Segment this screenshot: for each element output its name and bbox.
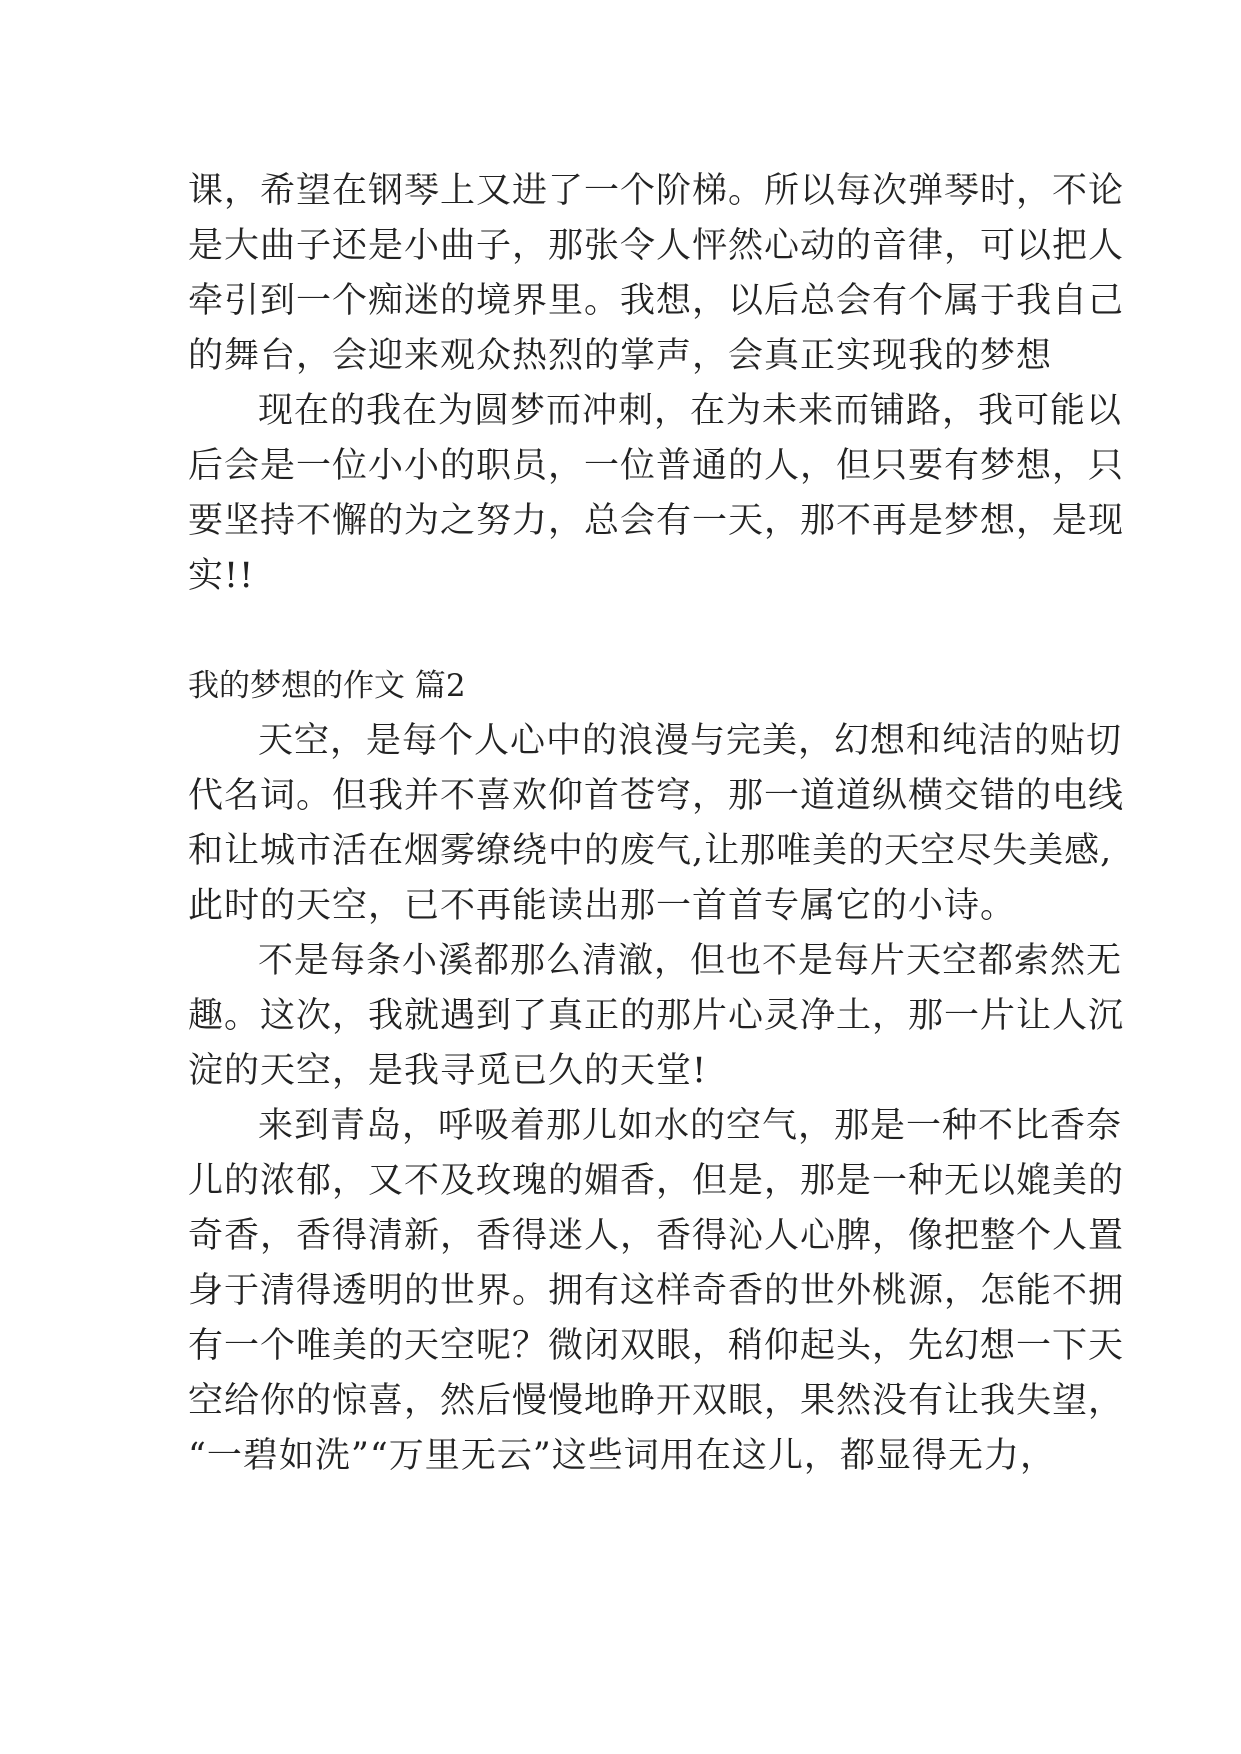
- paragraph-line: 趣。这次，我就遇到了真正的那片心灵净土，那一片让人沉: [188, 996, 1125, 1036]
- section-heading: 我的梦想的作文 篇2: [188, 668, 466, 704]
- paragraph-line: 不是每条小溪都那么清澈，但也不是每片天空都索然无: [258, 941, 1123, 981]
- paragraph-line: 是大曲子还是小曲子，那张令人怦然心动的音律，可以把人: [188, 226, 1125, 266]
- paragraph-line: 牵引到一个痴迷的境界里。我想，以后总会有个属于我自己: [188, 281, 1125, 321]
- paragraph-line: 奇香，香得清新，香得迷人，香得沁人心脾，像把整个人置: [188, 1216, 1125, 1256]
- paragraph-line: 有一个唯美的天空呢？微闭双眼，稍仰起头，先幻想一下天: [188, 1326, 1125, 1366]
- paragraph-line: 要坚持不懈的为之努力，总会有一天，那不再是梦想，是现: [188, 501, 1125, 541]
- paragraph-line: 儿的浓郁，又不及玫瑰的媚香，但是，那是一种无以媲美的: [188, 1161, 1125, 1201]
- paragraph-line: 此时的天空，已不再能读出那一首首专属它的小诗。: [188, 886, 1017, 926]
- paragraph-line: 的舞台，会迎来观众热烈的掌声，会真正实现我的梦想: [188, 336, 1053, 376]
- paragraph-line: 空给你的惊喜，然后慢慢地睁开双眼，果然没有让我失望，: [188, 1381, 1125, 1421]
- paragraph-line: 天空，是每个人心中的浪漫与完美，幻想和纯洁的贴切: [258, 721, 1123, 761]
- paragraph-line: 淀的天空，是我寻觅已久的天堂!: [188, 1051, 708, 1091]
- paragraph-line: “一碧如洗”“万里无云”这些词用在这儿，都显得无力，: [188, 1436, 1056, 1476]
- paragraph-line: 后会是一位小小的职员，一位普通的人，但只要有梦想，只: [188, 446, 1125, 486]
- paragraph-line: 来到青岛，呼吸着那儿如水的空气，那是一种不比香奈: [258, 1106, 1123, 1146]
- paragraph-line: 身于清得透明的世界。拥有这样奇香的世外桃源，怎能不拥: [188, 1271, 1125, 1311]
- paragraph-line: 现在的我在为圆梦而冲刺，在为未来而铺路，我可能以: [258, 391, 1123, 431]
- paragraph-line: 实!!: [188, 556, 255, 596]
- paragraph-line: 课，希望在钢琴上又进了一个阶梯。所以每次弹琴时，不论: [188, 171, 1125, 211]
- paragraph-line: 代名词。但我并不喜欢仰首苍穹，那一道道纵横交错的电线: [188, 776, 1125, 816]
- paragraph-line: 和让城市活在烟雾缭绕中的废气,让那唯美的天空尽失美感,: [188, 831, 1113, 871]
